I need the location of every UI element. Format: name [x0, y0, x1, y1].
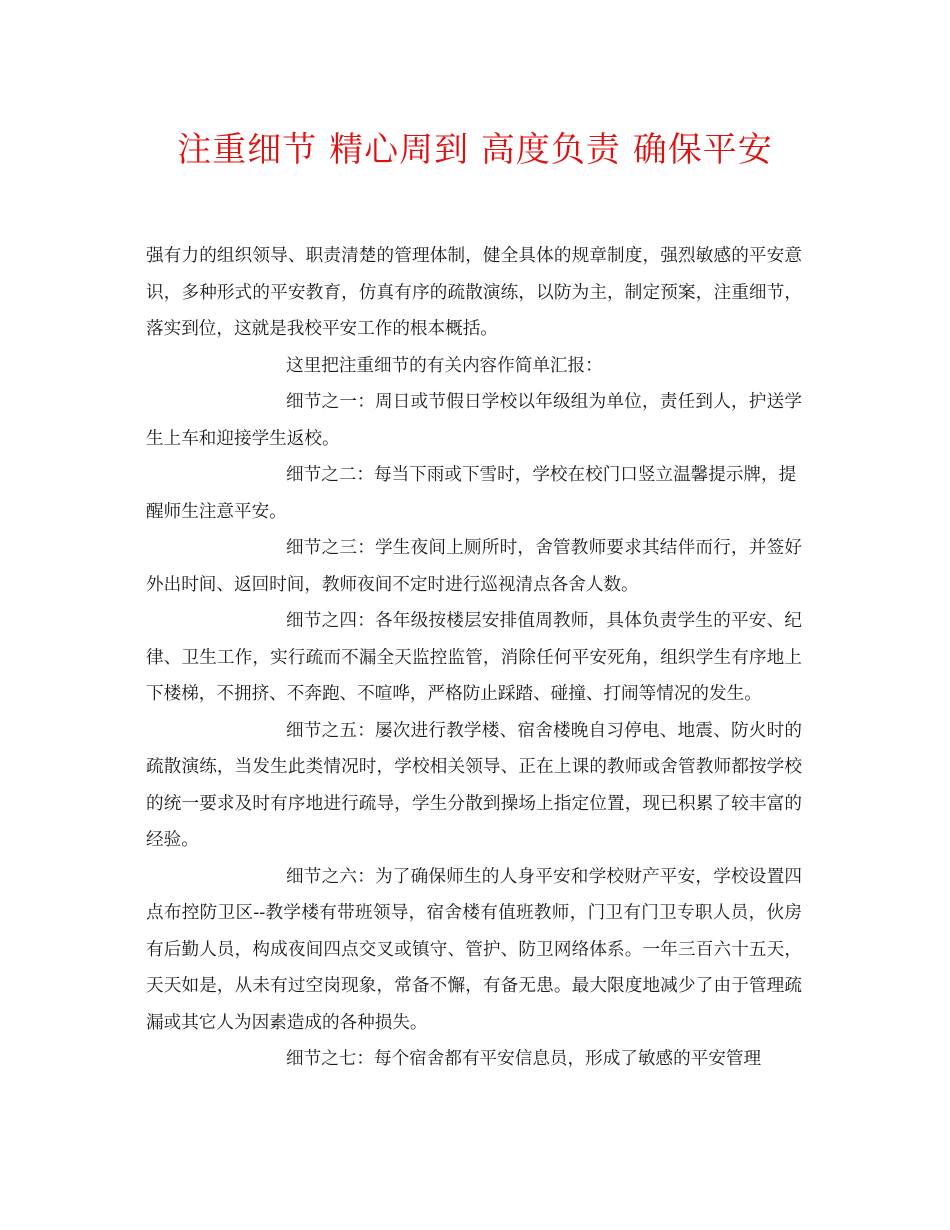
paragraph-detail-4: 细节之四：各年级按楼层安排值周教师，具体负责学生的平安、纪律、卫生工作，实行疏而不漏全天监控监管，消除任何平安死角，组织学生有序地上下楼梯，不拥挤、不奔跑、不喧哗，严格防止踩踏、碰撞、打闹等情况的发生。 [146, 611, 802, 704]
paragraph-detail-3: 细节之三：学生夜间上厕所时，舍管教师要求其结伴而行，并签好外出时间、返回时间，教师夜间不定时进行巡视清点各舍人数。 [146, 538, 802, 595]
paragraph-detail-1: 细节之一：周日或节假日学校以年级组为单位，责任到人，护送学生上车和迎接学生返校。 [146, 392, 802, 449]
paragraph-summary-lead: 这里把注重细节的有关内容作简单汇报： [286, 355, 603, 376]
paragraph-detail-5: 细节之五：屡次进行教学楼、宿舍楼晚自习停电、地震、防火时的疏散演练，当发生此类情况时，学校相关领导、正在上课的教师或舍管教师都按学校的统一要求及时有序地进行疏导，学生分散到操场上指定位置，现已积累了较丰富的经验。 [146, 720, 802, 850]
document-body [146, 238, 802, 1078]
paragraph-intro: 强有力的组织领导、职责清楚的管理体制，健全具体的规章制度，强烈敏感的平安意识，多种形式的平安教育，仿真有序的疏散演练，以防为主，制定预案，注重细节，落实到位，这就是我校平安工作的根本概括。 [146, 246, 802, 339]
paragraph-detail-2: 细节之二：每当下雨或下雪时，学校在校门口竖立温馨提示牌，提醒师生注意平安。 [146, 465, 797, 522]
document-title: 注重细节 精心周到 高度负责 确保平安 [177, 130, 773, 170]
paragraph-detail-6: 细节之六：为了确保师生的人身平安和学校财产平安，学校设置四点布控防卫区--教学楼有带班领导，宿舍楼有值班教师，门卫有门卫专职人员，伙房有后勤人员，构成夜间四点交叉或镇守、管护、防卫网络体系。一年三百六十五天，天天如是，从未有过空岗现象，常备不懈，有备无患。最大限度地减少了由于管理疏漏或其它人为因素造成的各种损失。 [146, 866, 802, 1033]
paragraph-detail-7: 细节之七：每个宿舍都有平安信息员，形成了敏感的平安管理 [286, 1049, 762, 1069]
